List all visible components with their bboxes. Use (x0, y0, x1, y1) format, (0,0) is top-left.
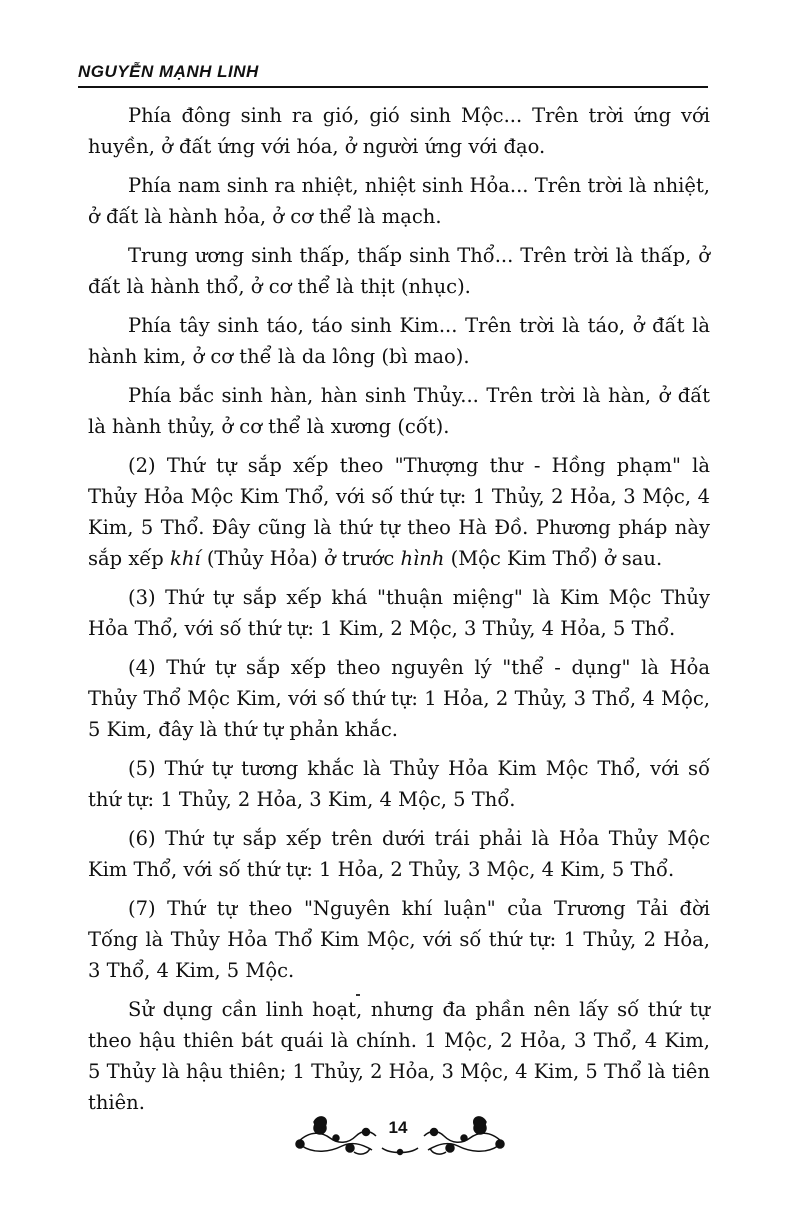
paragraph-west: Phía tây sinh táo, táo sinh Kim... Trên trời là táo, ở đất là hành kim, ở cơ thể là da lông (bì mao). (88, 314, 710, 368)
paragraph-order-2-part-3: (Mộc Kim Thổ) ở sau. (444, 547, 663, 570)
paragraph-order-5: (5) Thứ tự tương khắc là Thủy Hỏa Kim Mộc Thổ, với số thứ tự: 1 Thủy, 2 Hỏa, 3 Kim, 4 Mộc, 5 Thổ. (88, 757, 710, 811)
page-footer (290, 1108, 510, 1158)
running-header (78, 62, 708, 92)
paragraph-order-2 (88, 450, 710, 574)
page-body (88, 100, 710, 1126)
page-number: 14 (388, 1118, 408, 1137)
paragraph-center: Trung ương sinh thấp, thấp sinh Thổ... Trên trời là thấp, ở đất là hành thổ, ở cơ thể là thịt (nhục). (88, 244, 710, 298)
paragraph-south: Phía nam sinh ra nhiệt, nhiệt sinh Hỏa... Trên trời là nhiệt, ở đất là hành hỏa, ở cơ thể là mạch. (88, 174, 710, 228)
paragraph-order-4: (4) Thứ tự sắp xếp theo nguyên lý "thể - dụng" là Hỏa Thủy Thổ Mộc Kim, với số thứ tự: 1 Hỏa, 2 Thủy, 3 Thổ, 4 Mộc, 5 Kim, đây là thứ tự phản khắc. (88, 656, 710, 741)
term-khi: khí (170, 547, 201, 570)
paragraph-order-6: (6) Thứ tự sắp xếp trên dưới trái phải là Hỏa Thủy Mộc Kim Thổ, với số thứ tự: 1 Hỏa, 2 Thủy, 3 Mộc, 4 Kim, 5 Thổ. (88, 827, 710, 881)
paragraph-north: Phía bắc sinh hàn, hàn sinh Thủy... Trên trời là hàn, ở đất là hành thủy, ở cơ thể là xương (cốt). (88, 384, 710, 438)
paragraph-order-2-part-2: (Thủy Hỏa) ở trước (200, 547, 401, 570)
stray-mark (356, 994, 360, 996)
term-hinh: hình (400, 547, 445, 570)
paragraph-east: Phía đông sinh ra gió, gió sinh Mộc... Trên trời ứng với huyền, ở đất ứng với hóa, ở người ứng với đạo. (88, 104, 710, 158)
paragraph-conclusion: Sử dụng cần linh hoạt, nhưng đa phần nên lấy số thứ tự theo hậu thiên bát quái là chính. 1 Mộc, 2 Hỏa, 3 Thổ, 4 Kim, 5 Thủy là hậu thiên; 1 Thủy, 2 Hỏa, 3 Mộc, 4 Kim, 5 Thổ là tiên thiên. (88, 998, 710, 1114)
paragraph-order-7: (7) Thứ tự theo "Nguyên khí luận" của Trương Tải đời Tống là Thủy Hỏa Thổ Kim Mộc, với số thứ tự: 1 Thủy, 2 Hỏa, 3 Thổ, 4 Kim, 5 Mộc. (88, 897, 710, 982)
header-rule (78, 86, 708, 88)
paragraph-order-3: (3) Thứ tự sắp xếp khá "thuận miệng" là Kim Mộc Thủy Hỏa Thổ, với số thứ tự: 1 Kim, 2 Mộc, 3 Thủy, 4 Hỏa, 5 Thổ. (88, 586, 710, 640)
header-author: NGUYỄN MẠNH LINH (78, 62, 259, 81)
paragraph-order-2-part-1: (2) Thứ tự sắp xếp theo "Thượng thư - Hồng phạm" là Thủy Hỏa Mộc Kim Thổ, với số thứ tự: 1 Thủy, 2 Hỏa, 3 Mộc, 4 Kim, 5 Thổ. Đây cũng là thứ tự theo Hà Đồ. Phương pháp này sắp xếp (88, 454, 710, 570)
